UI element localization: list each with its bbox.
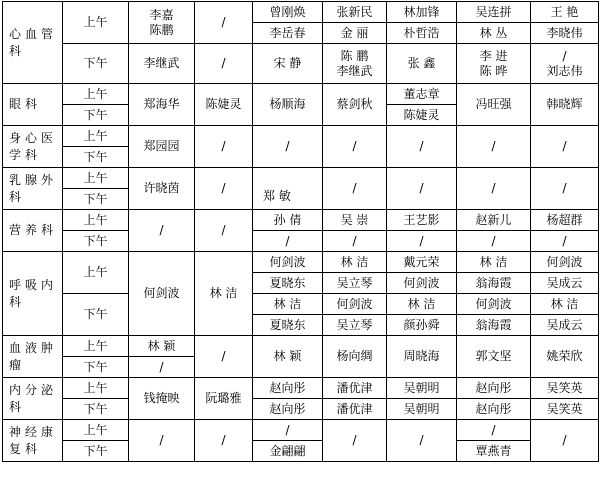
table-cell: 翁海霞 <box>457 273 531 294</box>
table-cell: 林加锋 <box>387 2 457 23</box>
table-row <box>3 252 599 273</box>
table-cell: 何剑波 <box>457 294 531 315</box>
table-cell: 张 鑫 <box>387 44 457 84</box>
table-row <box>3 420 599 441</box>
table-cell: 董志章 <box>387 84 457 105</box>
table-row <box>3 44 599 84</box>
table-cell: 林 洁 <box>387 294 457 315</box>
table-cell: 上午 <box>63 378 129 399</box>
table-cell: 上午 <box>63 210 129 231</box>
table-cell: / <box>253 231 323 252</box>
table-cell: 上午 <box>63 168 129 189</box>
table-cell: 赵向彤 <box>253 399 323 420</box>
table-cell: 吴朝明 <box>387 378 457 399</box>
table-cell: 李晓伟 <box>531 23 599 44</box>
table-cell: 下午 <box>63 44 129 84</box>
table-cell: 何剑波 <box>531 252 599 273</box>
table-cell: / 刘志伟 <box>531 44 599 84</box>
table-cell: 郭文坚 <box>457 336 531 378</box>
table-cell: 赵向彤 <box>253 378 323 399</box>
table-cell: 金翩翩 <box>253 441 323 462</box>
table-cell: 内分泌科 <box>3 378 63 420</box>
clinic-schedule-table <box>2 1 599 462</box>
table-cell: 钱掩映 <box>129 378 195 420</box>
table-row <box>3 378 599 399</box>
table-cell: 夏晓东 <box>253 315 323 336</box>
table-cell: / <box>323 420 387 462</box>
table-cell: / <box>531 168 599 210</box>
table-cell: 郑园园 <box>129 126 195 168</box>
table-cell: 林 颖 <box>253 336 323 378</box>
table-cell: 杨顺海 <box>253 84 323 126</box>
table-cell: / <box>253 126 323 168</box>
table-cell: 阮璐雅 <box>195 378 253 420</box>
table-cell: / <box>323 168 387 210</box>
table-cell: 吴 崇 <box>323 210 387 231</box>
table-cell: 王 艳 <box>531 2 599 23</box>
table-cell: 心血管科 <box>3 2 63 84</box>
table-cell: 杨向绸 <box>323 336 387 378</box>
table-cell: 朴哲浩 <box>387 23 457 44</box>
table-cell: 下午 <box>63 231 129 252</box>
table-cell: 乳腺外科 <box>3 168 63 210</box>
table-cell: 韩晓辉 <box>531 84 599 126</box>
table-cell: 上午 <box>63 126 129 147</box>
table-cell: 郑海华 <box>129 84 195 126</box>
table-cell: 潘优津 <box>323 399 387 420</box>
table-cell: 王艺影 <box>387 210 457 231</box>
table-cell: / <box>531 126 599 168</box>
table-cell: 潘优津 <box>323 378 387 399</box>
table-cell: / <box>531 231 599 252</box>
table-cell: 赵向彤 <box>457 378 531 399</box>
table-cell: 何剑波 <box>129 252 195 336</box>
table-cell: 林 丛 <box>457 23 531 44</box>
table-cell: 神经康复科 <box>3 420 63 462</box>
table-cell: / <box>457 126 531 168</box>
table-row <box>3 168 599 189</box>
table-cell: 李继武 <box>129 44 195 84</box>
table-row <box>3 210 599 231</box>
table-cell: / <box>195 126 253 168</box>
table-cell: / <box>195 168 253 210</box>
table-cell: 林 洁 <box>531 294 599 315</box>
table-cell: 冯旺强 <box>457 84 531 126</box>
table-cell: / <box>457 168 531 210</box>
table-cell: 吴成云 <box>531 273 599 294</box>
table-row <box>3 441 599 462</box>
table-cell: 眼科 <box>3 84 63 126</box>
table-cell: 身心医学科 <box>3 126 63 168</box>
table-row <box>3 294 599 315</box>
table-cell: / <box>323 126 387 168</box>
table-cell: / <box>195 210 253 252</box>
table-cell: 金 丽 <box>323 23 387 44</box>
table-cell: 林 洁 <box>457 252 531 273</box>
table-cell: 宋 静 <box>253 44 323 84</box>
table-cell: 翁海霞 <box>457 315 531 336</box>
table-cell: 吴立琴 <box>323 273 387 294</box>
table-cell: / <box>195 336 253 378</box>
table-cell: 何剑波 <box>387 273 457 294</box>
table-cell: / <box>531 420 599 462</box>
table-cell: / <box>253 420 323 441</box>
table-cell: / <box>323 231 387 252</box>
table-cell: 林 洁 <box>253 294 323 315</box>
table-cell: 上午 <box>63 84 129 105</box>
table-cell: 营养科 <box>3 210 63 252</box>
table-cell: 林 颖 <box>129 336 195 357</box>
table-cell: 李嘉 陈鹏 <box>129 2 195 44</box>
table-cell: / <box>195 420 253 462</box>
table-cell: 陈婕灵 <box>387 105 457 126</box>
table-cell: 陈婕灵 <box>195 84 253 126</box>
table-cell: 何剑波 <box>323 294 387 315</box>
table-row <box>3 126 599 147</box>
table-cell: 吴成云 <box>531 315 599 336</box>
table-cell: / <box>387 126 457 168</box>
table-cell: 许晓茵 <box>129 168 195 210</box>
table-cell: 下午 <box>63 147 129 168</box>
table-cell: / <box>387 420 457 462</box>
table-cell: / <box>195 2 253 44</box>
table-cell: 吴立琴 <box>323 315 387 336</box>
table-cell: 蔡剑秋 <box>323 84 387 126</box>
table-cell: 夏晓东 <box>253 273 323 294</box>
table-cell: 姚荣欣 <box>531 336 599 378</box>
table-cell: / <box>129 420 195 462</box>
table-cell: 血液肿瘤 <box>3 336 63 378</box>
table-cell: 下午 <box>63 399 129 420</box>
table-cell: 张新民 <box>323 2 387 23</box>
table-cell: 李 进 陈 晔 <box>457 44 531 84</box>
table-row <box>3 336 599 357</box>
table-cell: 周晓海 <box>387 336 457 378</box>
table-cell: / <box>457 420 531 441</box>
table-cell: 杨超群 <box>531 210 599 231</box>
table-cell: 上午 <box>63 252 129 294</box>
table-cell: 郑 敏 <box>253 168 323 210</box>
table-cell: 上午 <box>63 420 129 441</box>
table-cell: / <box>457 231 531 252</box>
table-cell: / <box>387 168 457 210</box>
table-cell: 赵向彤 <box>457 399 531 420</box>
table-row <box>3 231 599 252</box>
table-cell: 戴元荣 <box>387 252 457 273</box>
table-cell: 赵新儿 <box>457 210 531 231</box>
table-cell: 下午 <box>63 294 129 336</box>
table-cell: 林 洁 <box>195 252 253 336</box>
table-cell: 上午 <box>63 2 129 44</box>
table-cell: / <box>387 231 457 252</box>
table-row <box>3 84 599 105</box>
table-cell: / <box>195 44 253 84</box>
table-cell: 孙 倩 <box>253 210 323 231</box>
table-cell: 呼吸内科 <box>3 252 63 336</box>
table-cell: 吴笑英 <box>531 378 599 399</box>
table-cell: 下午 <box>63 189 129 210</box>
table-cell: 陈 鹏 李继武 <box>323 44 387 84</box>
table-cell: 吴连拼 <box>457 2 531 23</box>
table-cell: 吴笑英 <box>531 399 599 420</box>
table-cell: / <box>129 357 195 378</box>
table-cell: 何剑波 <box>253 252 323 273</box>
table-cell: 上午 <box>63 336 129 357</box>
table-cell: 下午 <box>63 105 129 126</box>
table-cell: 林 洁 <box>323 252 387 273</box>
table-cell: 下午 <box>63 357 129 378</box>
table-row <box>3 399 599 420</box>
table-cell: 吴朝明 <box>387 399 457 420</box>
table-cell: 李岳春 <box>253 23 323 44</box>
table-cell: 下午 <box>63 441 129 462</box>
table-cell: 颜孙舜 <box>387 315 457 336</box>
table-cell: 覃燕青 <box>457 441 531 462</box>
table-cell: / <box>129 210 195 252</box>
table-row <box>3 2 599 23</box>
table-cell: 曾刚焕 <box>253 2 323 23</box>
